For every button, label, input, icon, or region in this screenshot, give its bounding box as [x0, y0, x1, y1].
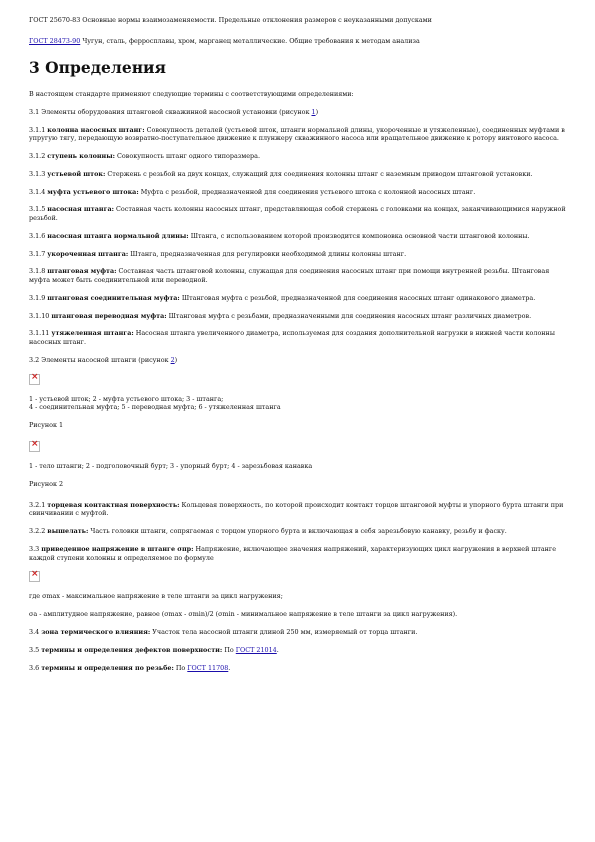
definition-text: Штанговая муфта с резьбой, предназначенной для соединения насосных штанг одинакового диаметра. [179, 293, 536, 302]
gost-reference-line [29, 37, 569, 46]
definition-3-1-10 [29, 312, 569, 321]
definition-term: штанговая переводная муфта: [51, 311, 167, 320]
definition-term: укороченная штанга: [47, 249, 129, 258]
definition-text: Кольцевая поверхность, по которой происходит контакт торцов штанговой муфты и упорного бурта штанги при свинчивании с муфтой. [29, 500, 564, 518]
definition-3-2-1 [29, 501, 569, 518]
subsection-3-1-text: 3.1 Элементы оборудования штанговой скважинной насосной установки (рисунок [29, 107, 312, 116]
definition-number: 3.5 [29, 645, 42, 654]
definition-term: ступень колонны: [47, 152, 115, 161]
broken-image-icon [29, 374, 40, 385]
definition-term: насосная штанга нормальной длины: [47, 231, 189, 240]
definition-3-5 [29, 646, 569, 655]
definition-close: . [228, 663, 231, 672]
definition-text: Напряжение, включающее значения напряжений, характеризующих цикл нагружения в верхней штанге каждой ступени колонны и определяемое по формуле [29, 545, 557, 562]
definition-term: штанговая соединительная муфта: [47, 293, 180, 302]
definition-3-6 [29, 664, 569, 673]
definition-text: Часть головки штанги, сопрягаемая с торцом упорного бурта и включающая в себя зарезьбовую канавку, резьбу и фаску. [88, 527, 507, 536]
definition-3-1-7 [29, 250, 569, 259]
definition-term: вышелать: [47, 527, 89, 536]
definition-term: колонна насосных штанг: [47, 125, 145, 134]
definition-number: 3.1.5 [29, 205, 48, 214]
document-header: ГОСТ 25670-83 Основные нормы взаимозаменяемости. Предельные отклонения размеров с неуказанными допусками [29, 16, 432, 24]
definition-3-1-4 [29, 188, 569, 197]
definition-term: термины и определения дефектов поверхности: [41, 645, 223, 654]
definition-term: торцевая контактная поверхность: [47, 500, 180, 509]
definition-term: утяжеленная штанга: [51, 329, 134, 338]
definition-3-1-5 [29, 205, 569, 222]
definition-number: 3.1.10 [29, 311, 52, 320]
subsection-3-1 [29, 108, 569, 117]
figure-1-caption-line: 1 - устьевой шток; 2 - муфта устьевого штока; 3 - штанга; [29, 394, 224, 403]
definition-number: 3.3 [29, 545, 42, 553]
definition-term: зона термического влияния: [41, 627, 151, 636]
figure-1-link[interactable]: 1 [311, 107, 316, 116]
formula-note-max: где σmax - максимальное напряжение в теле штанги за цикл нагружения; [29, 592, 283, 601]
definition-term: насосная штанга: [47, 205, 114, 214]
definition-text: Штанга, с использованием которой производится компоновка основной части штанговой колонны. [188, 231, 530, 240]
definition-term: муфта устьевого штока: [47, 187, 139, 196]
definition-text: Совокупность штанг одного типоразмера. [115, 152, 260, 161]
intro-paragraph: В настоящем стандарте применяют следующие термины с соответствующими определениями: [29, 90, 354, 99]
definition-text: По [173, 663, 188, 672]
gost-reference-text: Чугун, сталь, ферросплавы, хром, марганец металлические. Общие требования к методам анализа [80, 36, 420, 45]
definition-text: По [222, 645, 236, 654]
definition-3-1-6 [29, 232, 569, 241]
subsection-3-2-text: 3.2 Элементы насосной штанги (рисунок [29, 355, 171, 364]
definition-number: 3.1.9 [29, 293, 48, 302]
figure-1-caption-line: 4 - соединительная муфта; 5 - переводная муфта; 6 - утяжеленная штанга [29, 403, 281, 412]
gost-21014-link[interactable]: ГОСТ 21014 [235, 645, 277, 654]
figure-2-caption: 1 - тело штанги; 2 - подголовочный бурт; 3 - упорный бурт; 4 - зарезьбовая канавка [29, 462, 313, 471]
formula-note-amplitude: σa - амплитудное напряжение, равное (σmax - σmin)/2 (σmin - минимальное напряжение в теле штанги за цикл нагружения). [29, 610, 458, 619]
definition-number: 3.2.2 [29, 527, 48, 536]
figure-2-label: Рисунок 2 [29, 480, 64, 489]
figure-1-caption [29, 395, 569, 412]
definition-text: Участок тела насосной штанги длиной 250 мм, измеряемый от торца штанги. [150, 627, 418, 636]
subsection-3-2-close: ) [174, 355, 178, 364]
definition-number: 3.1.11 [29, 329, 52, 338]
definition-text: Стержень с резьбой на двух концах, служащий для соединения колонны штанг с наземным приводом штанговой установки. [105, 169, 533, 178]
definition-number: 3.6 [29, 663, 42, 672]
broken-image-icon [29, 571, 40, 582]
definition-3-1-2 [29, 152, 569, 161]
broken-image-icon [29, 441, 40, 452]
definition-text: Составная часть штанговой колонны, служащая для соединения насосных штанг при помощи внутренней резьбы. Штанговая муфта может быть соединительной или переводной. [29, 267, 550, 284]
section-title: 3 Определения [29, 58, 167, 78]
gost-11708-link[interactable]: ГОСТ 11708 [187, 663, 229, 672]
definitions-list [29, 126, 569, 347]
figure-1-label: Рисунок 1 [29, 420, 64, 429]
gost-28473-link[interactable]: ГОСТ 28473-90 [29, 36, 81, 45]
definition-term: устьевой шток: [47, 169, 106, 178]
definition-number: 3.1.7 [29, 249, 48, 258]
definition-text: Совокупность деталей (устьевой шток, штанги нормальной длины, укороченные и утяжеленные), соединенных муфтами в упругую тягу, передающую возвратно-поступательное движение к плунжеру скважинного насоса или вращательное движение к ротору винтового насоса. [29, 125, 565, 143]
document-page [29, 16, 569, 681]
definition-number: 3.2.1 [29, 500, 48, 509]
definition-3-1-3 [29, 170, 569, 179]
definition-term: штанговая муфта: [47, 267, 117, 276]
definition-term: термины и определения по резьбе: [41, 663, 174, 672]
definition-3-3 [29, 545, 569, 562]
definition-3-4 [29, 628, 569, 637]
definition-text: Муфта с резьбой, предназначенной для соединения устьевого штока с колонной насосных штанг. [138, 187, 476, 196]
definition-number: 3.1.6 [29, 231, 48, 240]
definition-term: приведенное напряжение в штанге σпр: [41, 545, 194, 553]
definition-close: . [276, 645, 279, 654]
definition-text: Штанговая муфта с резьбами, предназначенными для соединения насосных штанг различных диаметров. [166, 311, 532, 320]
definition-3-1-11 [29, 329, 569, 346]
definition-3-1-8 [29, 267, 569, 284]
definition-number: 3.1.3 [29, 169, 48, 178]
definition-number: 3.1.1 [29, 125, 48, 134]
definition-number: 3.1.2 [29, 152, 48, 161]
definition-3-2-2 [29, 527, 569, 536]
definition-3-1-1 [29, 126, 569, 143]
definition-number: 3.1.4 [29, 187, 48, 196]
definition-number: 3.1.8 [29, 267, 48, 276]
definition-number: 3.4 [29, 627, 42, 636]
definition-3-1-9 [29, 294, 569, 303]
subsection-3-1-close: ) [315, 107, 319, 116]
definition-text: Составная часть колонны насосных штанг, представляющая собой стержень с головками на концах, заканчивающимися наружной резьбой. [29, 205, 566, 223]
definition-text: Штанга, предназначенная для регулировки необходимой длины колонны штанг. [128, 249, 407, 258]
definition-text: Насосная штанга увеличенного диаметра, используемая для создания дополнительной нагрузки в нижней части колонны насосных штанг. [29, 329, 555, 346]
subsection-3-2 [29, 356, 569, 365]
figure-2-link[interactable]: 2 [170, 355, 175, 364]
